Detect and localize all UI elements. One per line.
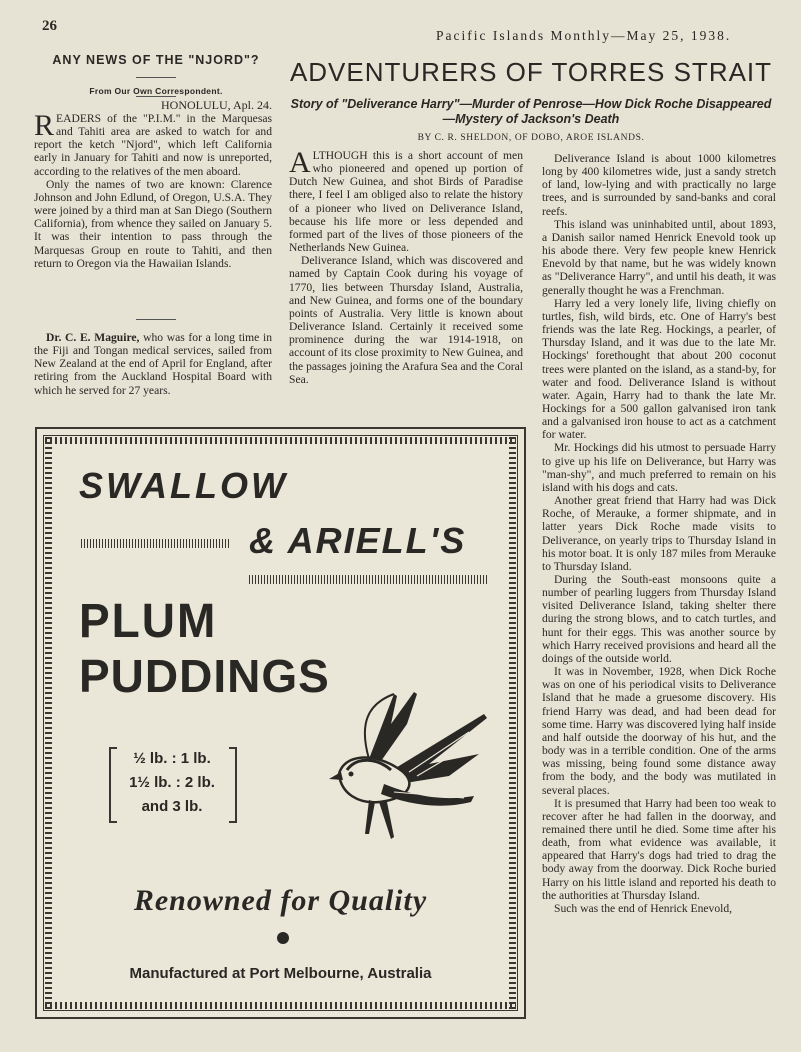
article-paragraph: Deliverance Island, which was discovered and named by Captain Cook during his voyage of 1770, lies between Thursday Island, Australia, and New Guinea, and forms one of the boundary points of Australia. Very little is known about Deliverance Island. Certainly it received some prominence during the war 1914-1918, on account of its close proximity to New Guinea, and the passages joining the Arafura Sea and the Coral Sea. <box>289 254 523 386</box>
njord-paragraph-2: Only the names of two are known: Clarence Johnson and John Edlund, of Oregon, U.S.A. They were joined by a third man at San Diego (Southern California), from whence they sailed on January 5. It was their intention to pass through the Marquesas Group en route to Tahiti, and then return to Oregon via the Hawaiian Islands. <box>34 177 272 270</box>
article-paragraph: Mr. Hockings did his utmost to persuade Harry to give up his life on Deliverance, but Harry was "man-shy", and much preferred to remain on his island with his dogs and cats. <box>542 441 776 494</box>
maguire-name: Dr. C. E. Maguire, <box>46 331 140 344</box>
ad-border-pattern <box>45 437 516 444</box>
ad-sizes <box>107 747 237 819</box>
ad-size-line: and 3 lb. <box>141 798 203 815</box>
ad-bullet-dot <box>277 932 289 944</box>
ad-brand-ariell: & ARIELL'S <box>249 520 467 561</box>
ad-size-line: ½ lb. : 1 lb. <box>133 750 211 767</box>
ad-border-pattern <box>45 1002 516 1009</box>
maguire-note <box>34 331 272 397</box>
ad-border-pattern <box>509 437 516 1009</box>
dateline: HONOLULU, Apl. 24. <box>161 98 272 112</box>
divider <box>136 319 176 320</box>
article-paragraph: Deliverance Island is about 1000 kilometres long by 400 kilometres wide, just a sandy stretch of land, low-lying and with practically no large trees, and is surrounded by sand-banks and coral reefs. <box>542 152 776 218</box>
ad-hatch-rule <box>81 539 231 548</box>
running-header: Pacific Islands Monthly—May 25, 1938. <box>436 28 732 43</box>
divider <box>136 96 176 97</box>
divider <box>136 77 176 78</box>
ad-hatch-rule <box>249 575 489 584</box>
maguire-text: who was for a long time in the Fiji and Tongan medical services, sailed from New Zealand at the end of April for England, after retiring from the Auckland Hospital Board with which he served for 27 years. <box>34 331 272 397</box>
ad-manufacturer: Manufactured at Port Melbourne, Australia <box>129 965 432 982</box>
article-column-1 <box>289 146 523 386</box>
article-paragraph: LTHOUGH this is a short account of men who pioneered and opened up portion of Dutch New Guinea, and shot Birds of Paradise there, I feel I am obliged also to relate the history of a pioneer who lived on Deliverance Island, because his life more or less depended and formed part of the lives of those pioneers of the Netherlands New Guinea. <box>289 149 523 255</box>
plum-pudding-advertisement <box>35 427 526 1019</box>
swallow-bird-illustration <box>299 684 499 844</box>
ad-size-line: 1½ lb. : 2 lb. <box>129 774 215 791</box>
correspondent-line: From Our Own Correspondent. <box>89 86 223 96</box>
ad-tagline: Renowned for Quality <box>133 884 428 917</box>
ad-brand-swallow: SWALLOW <box>79 465 288 506</box>
article-byline: BY C. R. SHELDON, OF DOBO, AROE ISLANDS. <box>417 133 645 143</box>
njord-story <box>34 109 272 270</box>
njord-headline: ANY NEWS OF THE "NJORD"? <box>52 53 260 67</box>
article-paragraph: It is presumed that Harry had been too weak to recover after he had fallen in the doorway, and remained there until he died. Some time after his death, from what evidence was available, it appeared that Harry's dogs had tried to drag the body away from the doorway. Dick Roche buried Harry on his little island and reported his death to the authorities at Thursday Island. <box>542 796 776 902</box>
article-paragraph: Another great friend that Harry had was Dick Roche, of Merauke, a former shipmate, and in latter years Dick Roche made visits to Deliverance, on yearly trips to Thursday Island in his motor boat. It is only 187 miles from Merauke to Thursday Island. <box>542 494 776 573</box>
ad-product-puddings: PUDDINGS <box>79 650 330 702</box>
article-subhead: Story of "Deliverance Harry"—Murder of Penrose—How Dick Roche Disappeared—Mystery of Jackson's Death <box>290 97 772 126</box>
article-headline: ADVENTURERS OF TORRES STRAIT <box>289 57 773 87</box>
ad-border-pattern <box>45 437 52 1009</box>
article-paragraph: Such was the end of Henrick Enevold, <box>554 901 733 915</box>
drop-cap: R <box>34 109 55 142</box>
article-paragraph: This island was uninhabited until, about 1893, a Danish sailor named Henrick Enevold took up his abode there. Very few people knew Henrick Enevold by that name, but he was widely known as "Deliverance Harry", and until his death, it was generally thought he was a Frenchman. <box>542 217 776 297</box>
article-paragraph: During the South-east monsoons quite a number of pearling luggers from Thursday Island visited Deliverance Island, taking shelter there during the strong blows, and to catch turtles, and hunt for their eggs. This was another source by which Harry received provisions and heard all the doings of the outside world. <box>542 573 776 665</box>
drop-cap: A <box>289 146 311 179</box>
article-paragraph: Harry led a very lonely life, living chiefly on turtles, fish, wild birds, etc. One of Harry's best friends was the late Reg. Hockings, a pearler, of Thursday Island, and it was due to the late Mr. Hockings' forethought that about 200 coconut trees were planted on the island, as a stand-by, for water and food. Deliverance Island is without water. Again, Harry had to thank the late Mr. Hockings for a 500 gallon galvanised iron tank and a galvanised iron house to act as a catchment for water. <box>542 296 776 442</box>
article-column-2 <box>542 152 776 915</box>
ad-product-plum: PLUM <box>79 592 218 648</box>
njord-paragraph-1: EADERS of the "P.I.M." in the Marquesas and Tahiti area are asked to watch for and report the ketch "Njord", which left California early in January for Tahiti and now is unreported, according to the relatives of the men aboard. <box>34 112 272 178</box>
page-number: 26 <box>42 18 57 34</box>
article-paragraph: It was in November, 1928, when Dick Roche was on one of his periodical visits to Deliverance Island that he made a gruesome discovery. His friend Harry was dead, and had been dead for some time. Harry was discovered lying half inside and half outside the doorway of his hut, and the body was in a terrible condition. One of the arms was missing, being found some distance away from the body, and the body was mutilated in several places. <box>542 665 776 797</box>
